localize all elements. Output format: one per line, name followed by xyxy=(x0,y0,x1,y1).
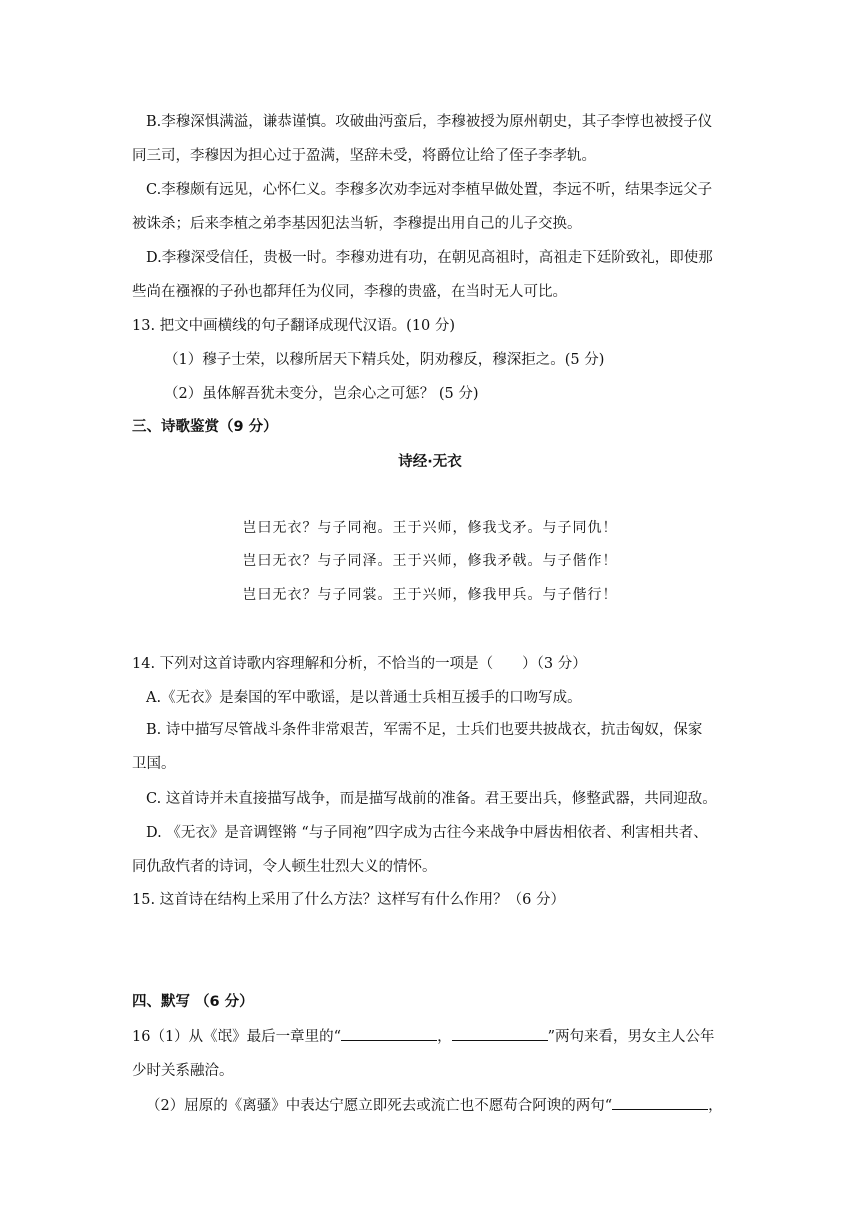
poem-line-1: 岂曰无衣？与子同袍。王于兴师，修我戈矛。与子同仇！ xyxy=(242,520,618,536)
q15-stem: 15. 这首诗在结构上采用了什么方法？这样写有什么作用？（6 分） xyxy=(132,892,566,908)
q14-option-c: C. 这首诗并未直接描写战争，而是描写战前的准备。君王要出兵，修整武器，共同迎敌。 xyxy=(146,791,717,807)
q16-item1-part1: 16（1）从《氓》最后一章里的“ xyxy=(132,1029,342,1045)
q16-item1-line2: 少时关系融洽。 xyxy=(132,1063,234,1079)
q14-option-d-line1: D. 《无衣》是音调铿锵 “与子同袍”四字成为古往今来战争中唇齿相依者、利害相共者、 xyxy=(146,825,708,841)
q16-item2-part2: ， xyxy=(708,1098,723,1114)
q14-option-b-line2: 卫国。 xyxy=(132,756,176,772)
q12-option-b-line2: 同三司，李穆因为担心过于盈满，坚辞未受，将爵位让给了侄子李孝轨。 xyxy=(132,148,596,164)
q14-stem: 14. 下列对这首诗歌内容理解和分析，不恰当的一项是（ ）（3 分） xyxy=(132,656,587,672)
poem-title: 诗经·无衣 xyxy=(398,454,462,470)
poem-line-3: 岂曰无衣？与子同裳。王于兴师，修我甲兵。与子偕行！ xyxy=(242,587,618,603)
poem-line-2: 岂曰无衣？与子同泽。王于兴师，修我矛戟。与子偕作！ xyxy=(242,553,618,569)
q13-item1: （1）穆子士荣，以穆所居天下精兵处，阴劝穆反，穆深拒之。(5 分) xyxy=(164,352,605,368)
q16-item2-line1 xyxy=(146,1095,746,1116)
q12-option-d-line1: D.李穆深受信任，贵极一时。李穆劝进有功，在朝见高祖时，高祖走下廷阶致礼，即使那 xyxy=(146,250,713,266)
answer-blank[interactable] xyxy=(341,1026,437,1041)
q14-option-d-line2: 同仇敌忾者的诗词，令人顿生壮烈大义的情怀。 xyxy=(132,859,437,875)
q13-item2: （2）虽体解吾犹未变分，岂余心之可惩？ (5 分) xyxy=(164,386,479,402)
q16-item1-sep: ， xyxy=(437,1029,452,1045)
q12-option-d-line2: 些尚在襁褓的子孙也都拜任为仪同，李穆的贵盛，在当时无人可比。 xyxy=(132,284,567,300)
q16-item1-part2: ”两句来看，男女主人公年 xyxy=(547,1029,715,1045)
q12-option-c-line1: C.李穆颇有远见，心怀仁义。李穆多次劝李远对李植早做处置，李远不听，结果李远父子 xyxy=(146,182,713,198)
section4-heading: 四、默写 （6 分） xyxy=(132,994,254,1010)
q12-option-c-line2: 被诛杀；后来李植之弟李基因犯法当斩，李穆提出用自己的儿子交换。 xyxy=(132,216,582,232)
answer-blank[interactable] xyxy=(452,1026,548,1041)
answer-blank[interactable] xyxy=(612,1095,708,1110)
q16-item2-part1: （2）屈原的《离骚》中表达宁愿立即死去或流亡也不愿苟合阿谀的两句“ xyxy=(146,1098,613,1114)
q16-item1-line1 xyxy=(132,1026,732,1047)
section3-heading: 三、诗歌鉴赏（9 分） xyxy=(132,419,278,435)
q12-option-b-line1: B.李穆深惧满溢，谦恭谨慎。攻破曲沔蛮后，李穆被授为原州朝史，其子李惇也被授子仪 xyxy=(146,114,713,130)
q14-option-b-line1: B. 诗中描写尽管战斗条件非常艰苦，军需不足，士兵们也要共披战衣，抗击匈奴，保家 xyxy=(146,722,703,738)
q13-stem: 13. 把文中画横线的句子翻译成现代汉语。(10 分) xyxy=(132,318,456,334)
q14-option-a: A.《无衣》是秦国的军中歌谣，是以普通士兵相互援手的口吻写成。 xyxy=(146,690,582,706)
